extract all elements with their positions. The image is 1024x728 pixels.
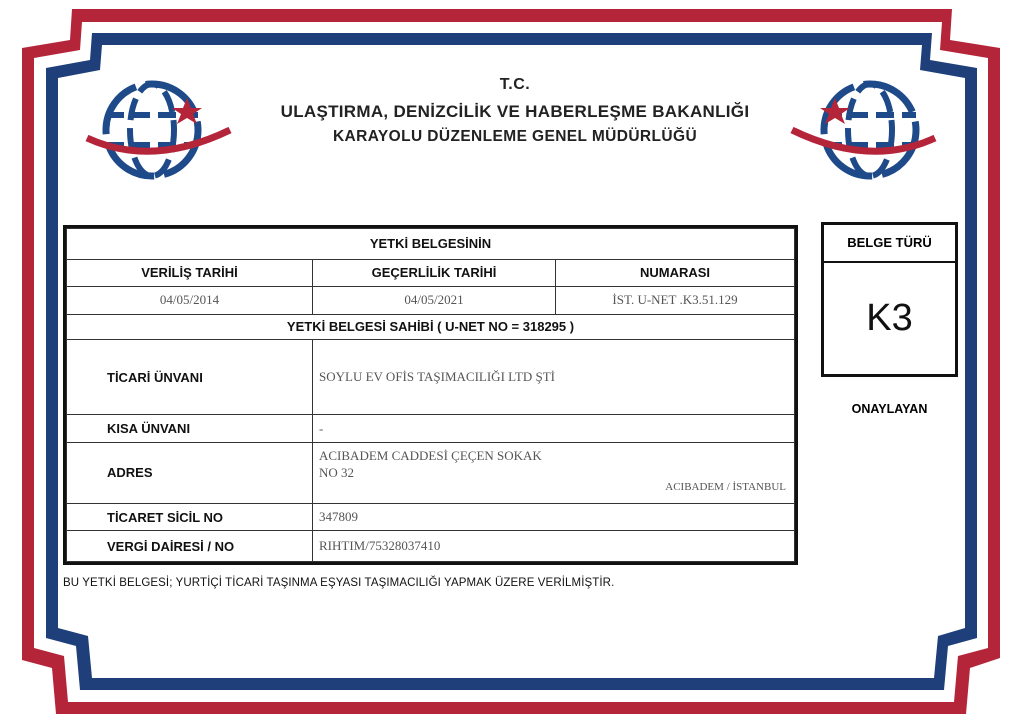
- belge-turu-value: K3: [866, 297, 913, 339]
- certificate-title: YETKİ BELGESİNİN: [67, 229, 795, 260]
- adres-label: ADRES: [67, 442, 313, 503]
- issue-date: 04/05/2014: [67, 287, 313, 314]
- certificate-number: İST. U-NET .K3.51.129: [556, 287, 795, 314]
- globe-star-logo-right: [790, 70, 940, 190]
- holder-title: YETKİ BELGESİ SAHİBİ ( U-NET NO = 318295 ): [67, 314, 795, 339]
- sicil-value: 347809: [313, 503, 795, 530]
- col-header-validity-date: GEÇERLİLİK TARİHİ: [313, 259, 556, 286]
- kisa-unvan-label: KISA ÜNVANI: [67, 415, 313, 442]
- adres-value: [313, 442, 795, 503]
- adres-line-2: NO 32: [319, 464, 355, 480]
- vergi-value: RIHTIM/75328037410: [313, 531, 795, 562]
- vergi-label: VERGİ DAİRESİ / NO: [67, 531, 313, 562]
- belge-turu-box: [821, 222, 958, 377]
- col-header-issue-date: VERİLİŞ TARİHİ: [67, 259, 313, 286]
- header-tc: T.C.: [499, 76, 531, 93]
- sicil-label: TİCARET SİCİL NO: [67, 503, 313, 530]
- ticari-unvan-label: TİCARİ ÜNVANI: [67, 339, 313, 414]
- footnote: BU YETKİ BELGESİ; YURTİÇİ TİCARİ TAŞINMA EŞYASI TAŞIMACILIĞI YAPMAK ÜZERE VERİLMİŞTİR.: [63, 577, 615, 589]
- validity-date: 04/05/2021: [313, 287, 556, 314]
- col-header-number: NUMARASI: [556, 259, 795, 286]
- certificate-table: [63, 225, 798, 565]
- onaylayan-label: ONAYLAYAN: [851, 402, 928, 416]
- globe-star-logo-left: [82, 70, 232, 190]
- issuer-header: [230, 76, 800, 146]
- kisa-unvan-value: -: [313, 415, 795, 442]
- adres-city: ACIBADEM / İSTANBUL: [665, 480, 786, 493]
- ticari-unvan-value: SOYLU EV OFİS TAŞIMACILIĞI LTD ŞTİ: [313, 339, 795, 414]
- adres-line-1: ACIBADEM CADDESİ ÇEÇEN SOKAK: [319, 447, 542, 463]
- belge-turu-label: BELGE TÜRÜ: [824, 225, 955, 263]
- header-directorate: KARAYOLU DÜZENLEME GENEL MÜDÜRLÜĞÜ: [332, 128, 698, 145]
- header-ministry: ULAŞTIRMA, DENİZCİLİK VE HABERLEŞME BAKANLIĞI: [280, 102, 750, 121]
